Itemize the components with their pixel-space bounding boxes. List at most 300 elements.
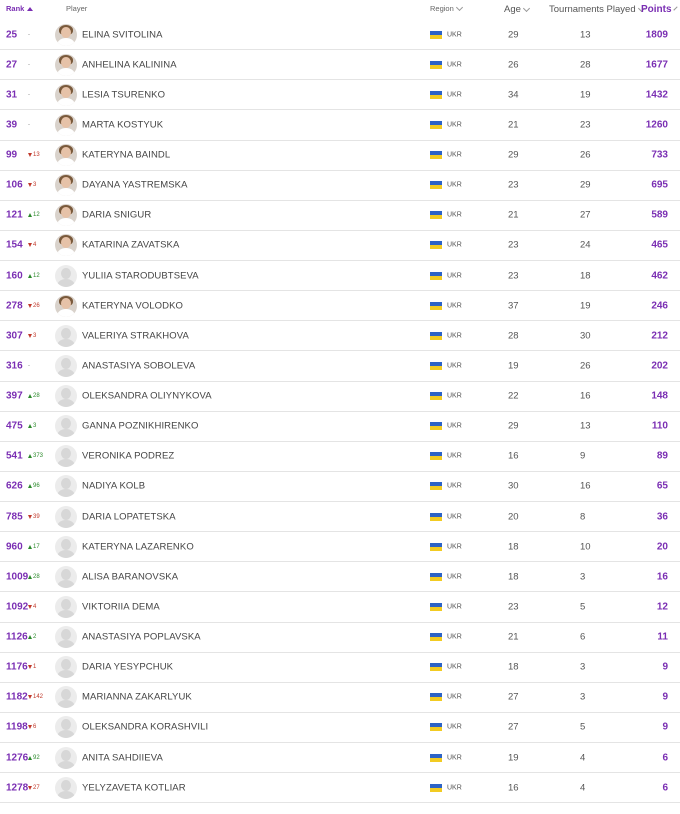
tournaments-value: 4 bbox=[580, 752, 586, 764]
age-value: 27 bbox=[508, 691, 519, 703]
player-name-link[interactable] bbox=[82, 119, 163, 130]
points-value: 1809 bbox=[645, 29, 668, 41]
country-code: UKR bbox=[447, 513, 462, 521]
player-first-name: ANASTASIYA bbox=[82, 631, 141, 643]
player-first-name: NADIYA bbox=[82, 480, 117, 492]
player-avatar[interactable] bbox=[55, 686, 77, 708]
tournaments-value: 23 bbox=[580, 119, 591, 131]
player-avatar[interactable] bbox=[55, 54, 77, 76]
rank-movement-value: 373 bbox=[33, 453, 44, 460]
player-last-name: LAZARENKO bbox=[135, 541, 194, 553]
player-avatar[interactable] bbox=[55, 295, 77, 317]
rank-down-icon bbox=[28, 515, 32, 519]
player-last-name: KORASHVILI bbox=[150, 721, 209, 733]
table-row[interactable] bbox=[0, 502, 680, 532]
region-header-label: Region bbox=[430, 4, 454, 13]
rank-movement-value: 4 bbox=[33, 603, 37, 610]
player-avatar[interactable] bbox=[55, 204, 77, 226]
country-code: UKR bbox=[447, 211, 462, 219]
table-row[interactable] bbox=[0, 141, 680, 171]
rank-movement bbox=[28, 423, 36, 429]
rank-movement-value: 3 bbox=[33, 332, 37, 339]
rank-movement bbox=[28, 453, 43, 459]
rank-down-icon bbox=[28, 183, 32, 187]
age-value: 29 bbox=[508, 420, 519, 432]
player-avatar[interactable] bbox=[55, 656, 77, 678]
tournaments-value: 16 bbox=[580, 390, 591, 402]
age-value: 34 bbox=[508, 89, 519, 101]
points-value: 1432 bbox=[645, 89, 668, 101]
player-avatar[interactable] bbox=[55, 777, 77, 799]
country-code: UKR bbox=[447, 603, 462, 611]
ukraine-flag-icon bbox=[430, 633, 442, 641]
age-value: 26 bbox=[508, 59, 519, 71]
rank-movement-value: 17 bbox=[33, 543, 40, 550]
rank-value: 25 bbox=[6, 29, 18, 41]
rank-value: 99 bbox=[6, 149, 18, 161]
player-first-name: LESIA bbox=[82, 89, 109, 101]
rank-movement bbox=[28, 755, 40, 761]
rank-value: 785 bbox=[6, 511, 23, 523]
rank-movement bbox=[28, 544, 40, 550]
age-value: 23 bbox=[508, 270, 519, 282]
player-name-link[interactable] bbox=[82, 722, 208, 733]
player-avatar[interactable] bbox=[55, 475, 77, 497]
ukraine-flag-icon bbox=[430, 272, 442, 280]
ukraine-flag-icon bbox=[430, 121, 442, 129]
rank-movement bbox=[28, 32, 30, 38]
player-first-name: ANITA bbox=[82, 752, 110, 764]
rank-movement bbox=[28, 62, 30, 68]
player-name-link[interactable] bbox=[82, 782, 186, 793]
rank-movement-value: 6 bbox=[33, 724, 37, 731]
player-name-link[interactable] bbox=[82, 210, 151, 221]
age-value: 18 bbox=[508, 571, 519, 583]
country-code: UKR bbox=[447, 723, 462, 731]
sort-by-points[interactable] bbox=[641, 4, 672, 15]
points-value: 462 bbox=[651, 270, 668, 282]
player-avatar[interactable] bbox=[55, 144, 77, 166]
rank-movement bbox=[28, 122, 30, 128]
rank-down-icon bbox=[28, 243, 32, 247]
rank-movement-value: 92 bbox=[33, 754, 40, 761]
rank-value: 121 bbox=[6, 209, 23, 221]
ukraine-flag-icon bbox=[430, 513, 442, 521]
rank-movement bbox=[28, 514, 40, 520]
rank-value: 1176 bbox=[6, 661, 28, 673]
rank-movement bbox=[28, 212, 40, 218]
player-name-link[interactable] bbox=[82, 240, 179, 251]
player-first-name: ANASTASIYA bbox=[82, 360, 141, 372]
rank-movement-value: 142 bbox=[33, 694, 44, 701]
player-name-link[interactable] bbox=[82, 89, 165, 100]
rank-down-icon bbox=[28, 695, 32, 699]
rank-value: 160 bbox=[6, 270, 23, 282]
rank-movement bbox=[28, 303, 40, 309]
age-value: 23 bbox=[508, 239, 519, 251]
chevron-down-icon bbox=[673, 6, 677, 10]
sort-by-player[interactable] bbox=[66, 4, 87, 13]
age-value: 19 bbox=[508, 752, 519, 764]
tournaments-value: 3 bbox=[580, 691, 586, 703]
player-first-name: MARTA bbox=[82, 119, 115, 131]
rank-movement bbox=[28, 634, 36, 640]
rank-value: 154 bbox=[6, 239, 23, 251]
rank-movement bbox=[28, 724, 36, 730]
table-row[interactable] bbox=[0, 382, 680, 412]
rank-movement bbox=[28, 333, 36, 339]
rank-value: 1276 bbox=[6, 752, 29, 764]
country-code: UKR bbox=[447, 784, 462, 792]
rank-up-icon bbox=[28, 394, 32, 398]
table-row[interactable] bbox=[0, 321, 680, 351]
age-value: 21 bbox=[508, 119, 519, 131]
player-avatar[interactable] bbox=[55, 566, 77, 588]
player-avatar[interactable] bbox=[55, 415, 77, 437]
tournaments-value: 26 bbox=[580, 360, 591, 372]
ukraine-flag-icon bbox=[430, 663, 442, 671]
rank-up-icon bbox=[28, 274, 32, 278]
tournaments-value: 27 bbox=[580, 209, 591, 221]
player-name-link[interactable] bbox=[82, 662, 173, 673]
rank-up-icon bbox=[28, 545, 32, 549]
player-name-link[interactable] bbox=[82, 360, 195, 371]
player-last-name: OLIYNYKOVA bbox=[150, 390, 212, 402]
rank-movement bbox=[28, 694, 43, 700]
player-last-name: POZNIKHIRENKO bbox=[118, 420, 199, 432]
ukraine-flag-icon bbox=[430, 482, 442, 490]
sort-by-rank[interactable] bbox=[6, 4, 33, 13]
tournaments-value: 16 bbox=[580, 480, 591, 492]
ukraine-flag-icon bbox=[430, 543, 442, 551]
player-avatar[interactable] bbox=[55, 536, 77, 558]
rank-movement bbox=[28, 273, 40, 279]
rank-movement-value: 27 bbox=[33, 784, 40, 791]
player-avatar[interactable] bbox=[55, 355, 77, 377]
player-last-name: DEMA bbox=[131, 601, 160, 613]
player-avatar[interactable] bbox=[55, 114, 77, 136]
table-row[interactable] bbox=[0, 623, 680, 653]
player-name-link[interactable] bbox=[82, 270, 199, 281]
rank-value: 960 bbox=[6, 541, 23, 553]
points-value: 89 bbox=[656, 450, 668, 462]
tournaments-value: 29 bbox=[580, 179, 591, 191]
player-name-link[interactable] bbox=[82, 692, 192, 703]
country-code: UKR bbox=[447, 91, 462, 99]
player-name-link[interactable] bbox=[82, 180, 188, 191]
table-row[interactable] bbox=[0, 80, 680, 110]
rank-movement bbox=[28, 664, 36, 670]
country-code: UKR bbox=[447, 181, 462, 189]
rank-value: 1182 bbox=[6, 691, 28, 703]
country-code: UKR bbox=[447, 241, 462, 249]
age-value: 23 bbox=[508, 179, 519, 191]
country-code: UKR bbox=[447, 573, 462, 581]
country-code: UKR bbox=[447, 422, 462, 430]
points-value: 589 bbox=[651, 209, 668, 221]
tournaments-value: 3 bbox=[580, 661, 586, 673]
tournaments-value: 5 bbox=[580, 601, 586, 613]
player-name-link[interactable] bbox=[82, 571, 178, 582]
tournaments-header-label: Tournaments Played bbox=[549, 4, 636, 15]
table-row[interactable] bbox=[0, 291, 680, 321]
country-code: UKR bbox=[447, 121, 462, 129]
rank-down-icon bbox=[28, 334, 32, 338]
rank-up-icon bbox=[28, 575, 32, 579]
tournaments-value: 3 bbox=[580, 571, 586, 583]
points-value: 12 bbox=[656, 601, 668, 613]
age-value: 21 bbox=[508, 631, 519, 643]
player-first-name: DAYANA bbox=[82, 179, 120, 191]
points-value: 202 bbox=[651, 360, 668, 372]
points-value: 65 bbox=[656, 480, 668, 492]
player-first-name: VERONIKA bbox=[82, 450, 132, 462]
player-name-link[interactable] bbox=[82, 29, 163, 40]
rank-movement bbox=[28, 393, 40, 399]
player-avatar[interactable] bbox=[55, 385, 77, 407]
country-code: UKR bbox=[447, 302, 462, 310]
player-last-name: ZAVATSKA bbox=[131, 239, 180, 251]
points-value: 110 bbox=[651, 420, 668, 432]
table-row[interactable] bbox=[0, 231, 680, 261]
rank-value: 397 bbox=[6, 390, 23, 402]
player-last-name: POPLAVSKA bbox=[143, 631, 201, 643]
country-code: UKR bbox=[447, 754, 462, 762]
rank-down-icon bbox=[28, 304, 32, 308]
table-header bbox=[0, 0, 680, 20]
rank-movement-value: 39 bbox=[33, 513, 40, 520]
player-name-link[interactable] bbox=[82, 451, 174, 462]
player-name-link[interactable] bbox=[82, 541, 194, 552]
ukraine-flag-icon bbox=[430, 603, 442, 611]
player-name-link[interactable] bbox=[82, 752, 163, 763]
rank-value: 278 bbox=[6, 300, 23, 312]
rank-movement-value: 13 bbox=[33, 152, 40, 159]
player-last-name: SOBOLEVA bbox=[143, 360, 196, 372]
age-value: 37 bbox=[508, 300, 519, 312]
player-first-name: MARIANNA bbox=[82, 691, 133, 703]
table-row[interactable] bbox=[0, 532, 680, 562]
country-code: UKR bbox=[447, 452, 462, 460]
points-value: 465 bbox=[651, 239, 668, 251]
player-last-name: KOSTYUK bbox=[117, 119, 164, 131]
table-row[interactable] bbox=[0, 442, 680, 472]
player-first-name: ELINA bbox=[82, 29, 110, 41]
age-value: 20 bbox=[508, 511, 519, 523]
ukraine-flag-icon bbox=[430, 241, 442, 249]
rank-value: 541 bbox=[6, 450, 23, 462]
points-value: 9 bbox=[662, 661, 668, 673]
age-value: 28 bbox=[508, 330, 519, 342]
points-value: 1677 bbox=[645, 59, 668, 71]
player-name-link[interactable] bbox=[82, 632, 201, 643]
rank-movement bbox=[28, 92, 30, 98]
rank-movement bbox=[28, 152, 40, 158]
rank-movement-value: 12 bbox=[33, 272, 40, 279]
table-row[interactable] bbox=[0, 201, 680, 231]
rank-movement-value: 4 bbox=[33, 242, 37, 249]
ukraine-flag-icon bbox=[430, 181, 442, 189]
points-header-label: Points bbox=[641, 4, 672, 15]
ukraine-flag-icon bbox=[430, 784, 442, 792]
player-name-link[interactable] bbox=[82, 391, 212, 402]
tournaments-value: 19 bbox=[580, 300, 591, 312]
player-avatar[interactable] bbox=[55, 506, 77, 528]
ukraine-flag-icon bbox=[430, 452, 442, 460]
table-row[interactable] bbox=[0, 743, 680, 773]
rank-value: 1278 bbox=[6, 782, 29, 794]
table-row[interactable] bbox=[0, 412, 680, 442]
player-avatar[interactable] bbox=[55, 747, 77, 769]
rank-movement-value: - bbox=[28, 91, 30, 98]
player-avatar[interactable] bbox=[55, 716, 77, 738]
table-row[interactable] bbox=[0, 683, 680, 713]
rank-movement bbox=[28, 574, 40, 580]
player-first-name: DARIA bbox=[82, 209, 112, 221]
ukraine-flag-icon bbox=[430, 693, 442, 701]
rank-value: 39 bbox=[6, 119, 18, 131]
player-last-name: VOLODKO bbox=[135, 300, 184, 312]
points-value: 36 bbox=[656, 511, 668, 523]
rank-movement-value: 3 bbox=[33, 423, 37, 430]
player-avatar[interactable] bbox=[55, 596, 77, 618]
tournaments-value: 18 bbox=[580, 270, 591, 282]
age-value: 30 bbox=[508, 480, 519, 492]
tournaments-value: 13 bbox=[580, 420, 591, 432]
rank-movement bbox=[28, 363, 30, 369]
player-last-name: SAHDIIEVA bbox=[112, 752, 163, 764]
rank-movement bbox=[28, 242, 36, 248]
country-code: UKR bbox=[447, 633, 462, 641]
country-code: UKR bbox=[447, 693, 462, 701]
points-value: 20 bbox=[656, 541, 668, 553]
player-first-name: VIKTORIIA bbox=[82, 601, 130, 613]
table-row[interactable] bbox=[0, 20, 680, 50]
player-avatar[interactable] bbox=[55, 265, 77, 287]
player-first-name: KATERYNA bbox=[82, 149, 133, 161]
points-value: 695 bbox=[651, 179, 668, 191]
player-name-link[interactable] bbox=[82, 330, 189, 341]
rank-movement-value: - bbox=[28, 362, 30, 369]
sort-by-region[interactable] bbox=[430, 4, 462, 13]
player-avatar[interactable] bbox=[55, 234, 77, 256]
table-row[interactable] bbox=[0, 351, 680, 381]
tournaments-value: 8 bbox=[580, 511, 586, 523]
rank-down-icon bbox=[28, 605, 32, 609]
age-value: 29 bbox=[508, 149, 519, 161]
table-row[interactable] bbox=[0, 50, 680, 80]
rank-movement-value: 3 bbox=[33, 182, 37, 189]
rank-movement-value: 28 bbox=[33, 573, 40, 580]
player-last-name: KOLB bbox=[119, 480, 146, 492]
player-last-name: ZAKARLYUK bbox=[135, 691, 192, 703]
player-last-name: KALININA bbox=[132, 59, 177, 71]
rank-value: 27 bbox=[6, 59, 18, 71]
player-last-name: LOPATETSKA bbox=[113, 511, 176, 523]
points-value: 1260 bbox=[645, 119, 668, 131]
player-avatar[interactable] bbox=[55, 24, 77, 46]
player-last-name: STARODUBTSEVA bbox=[114, 270, 199, 282]
rank-value: 626 bbox=[6, 480, 23, 492]
points-value: 6 bbox=[662, 752, 668, 764]
player-avatar[interactable] bbox=[55, 445, 77, 467]
table-row[interactable] bbox=[0, 110, 680, 140]
ukraine-flag-icon bbox=[430, 61, 442, 69]
player-avatar[interactable] bbox=[55, 626, 77, 648]
player-avatar[interactable] bbox=[55, 84, 77, 106]
rank-movement bbox=[28, 182, 36, 188]
player-last-name: BAINDL bbox=[135, 149, 171, 161]
rank-movement-value: 26 bbox=[33, 302, 40, 309]
player-name-link[interactable] bbox=[82, 481, 145, 492]
player-name-link[interactable] bbox=[82, 511, 176, 522]
sort-by-tournaments[interactable] bbox=[549, 4, 644, 15]
tournaments-value: 19 bbox=[580, 89, 591, 101]
table-row[interactable] bbox=[0, 592, 680, 622]
table-row[interactable] bbox=[0, 171, 680, 201]
ukraine-flag-icon bbox=[430, 362, 442, 370]
ukraine-flag-icon bbox=[430, 31, 442, 39]
rank-up-icon bbox=[28, 484, 32, 488]
table-row[interactable] bbox=[0, 472, 680, 502]
table-row[interactable] bbox=[0, 713, 680, 743]
sort-by-age[interactable] bbox=[504, 4, 529, 15]
age-value: 16 bbox=[508, 782, 519, 794]
table-row[interactable] bbox=[0, 261, 680, 291]
tournaments-value: 26 bbox=[580, 149, 591, 161]
tournaments-value: 24 bbox=[580, 239, 591, 251]
rank-header-label: Rank bbox=[6, 4, 25, 13]
player-first-name: YULIIA bbox=[82, 270, 113, 282]
rank-down-icon bbox=[28, 665, 32, 669]
tournaments-value: 6 bbox=[580, 631, 586, 643]
points-value: 212 bbox=[651, 330, 668, 342]
player-last-name: SVITOLINA bbox=[112, 29, 163, 41]
tournaments-value: 28 bbox=[580, 59, 591, 71]
rank-movement bbox=[28, 483, 40, 489]
age-value: 19 bbox=[508, 360, 519, 372]
player-avatar[interactable] bbox=[55, 174, 77, 196]
player-name-link[interactable] bbox=[82, 601, 160, 612]
ukraine-flag-icon bbox=[430, 91, 442, 99]
points-value: 9 bbox=[662, 721, 668, 733]
table-row[interactable] bbox=[0, 653, 680, 683]
player-last-name: TSURENKO bbox=[111, 89, 166, 101]
points-value: 733 bbox=[651, 149, 668, 161]
player-name-link[interactable] bbox=[82, 300, 183, 311]
age-value: 27 bbox=[508, 721, 519, 733]
ukraine-flag-icon bbox=[430, 723, 442, 731]
rank-up-icon bbox=[28, 635, 32, 639]
rank-movement-value: 96 bbox=[33, 483, 40, 490]
points-value: 11 bbox=[657, 631, 668, 643]
player-name-link[interactable] bbox=[82, 59, 177, 70]
country-code: UKR bbox=[447, 61, 462, 69]
player-name-link[interactable] bbox=[82, 421, 198, 432]
ukraine-flag-icon bbox=[430, 151, 442, 159]
player-last-name: SNIGUR bbox=[113, 209, 152, 221]
ukraine-flag-icon bbox=[430, 422, 442, 430]
player-name-link[interactable] bbox=[82, 150, 170, 161]
player-avatar[interactable] bbox=[55, 325, 77, 347]
player-first-name: GANNA bbox=[82, 420, 116, 432]
table-row[interactable] bbox=[0, 773, 680, 803]
table-row[interactable] bbox=[0, 562, 680, 592]
rank-down-icon bbox=[28, 153, 32, 157]
player-header-label: Player bbox=[66, 4, 88, 13]
sort-ascending-icon bbox=[27, 7, 33, 11]
rank-up-icon bbox=[28, 756, 32, 760]
